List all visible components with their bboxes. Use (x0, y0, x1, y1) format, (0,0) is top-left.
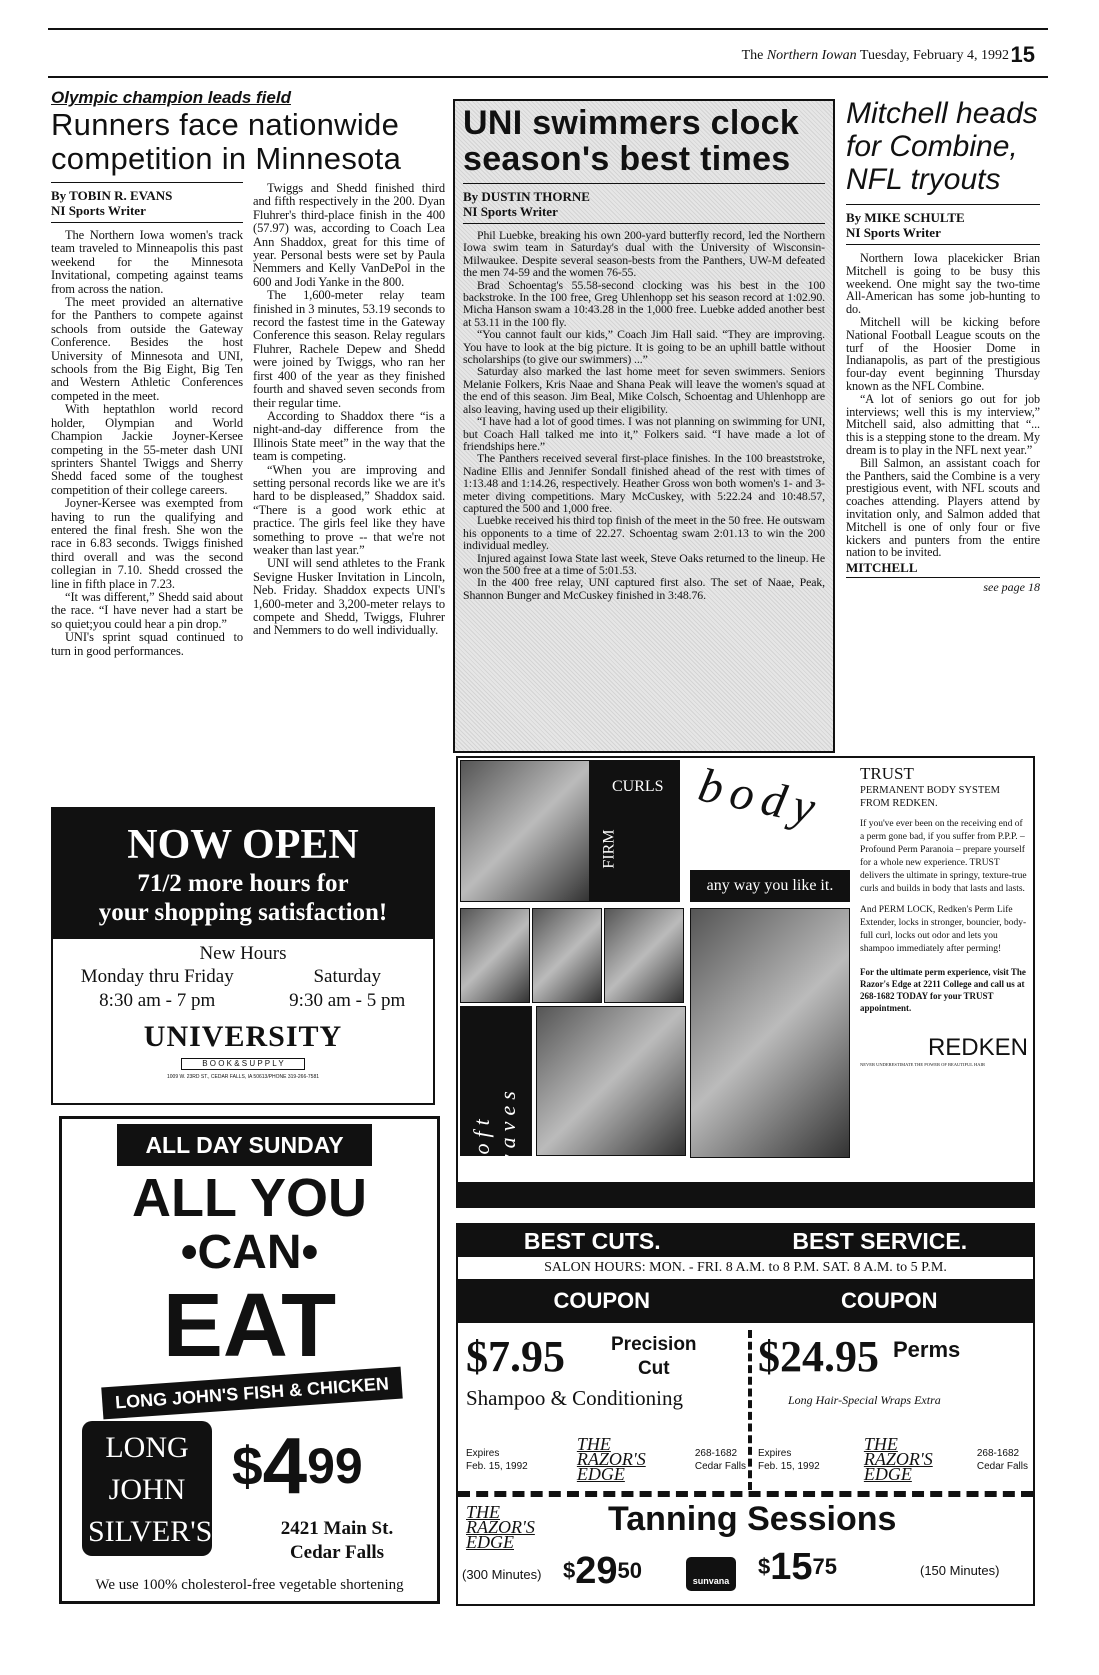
price-main: 4 (262, 1421, 308, 1510)
footer-text: We use 100% cholesterol-free vegetable shortening (95, 1577, 404, 1593)
coupon-desc: Long Hair-Special Wraps Extra (788, 1393, 941, 1407)
curls-block (590, 760, 680, 902)
paragraph: The Panthers received several first-place finishes. In the 100 breaststroke, Nadine Ellis and Jennifer Sondall finished ahead of the rest with times of 1:13.48 and 1:14.26, respectively. Heather Gross won both women's 1- and 3-meter diving competitions. Mary McCuskey, with 5:22.24 and 10:48.57, captured the 500 and 1,000 free. (463, 451, 825, 515)
logo-sub: B O O K & S U P P L Y (181, 1058, 305, 1070)
tanning-price-1 (563, 1549, 642, 1593)
ad-sub1: 71/2 more hours for (137, 870, 349, 897)
university-logo (53, 1021, 433, 1081)
page-number: 15 (1010, 42, 1035, 67)
price-cents: 99 (307, 1438, 363, 1494)
ljs-ad (59, 1116, 440, 1604)
issue-date: Tuesday, February 4, 1992 (859, 48, 1009, 63)
coupon-item: Cut (637, 1358, 670, 1379)
coupon-banner (458, 1279, 1033, 1323)
can-text: •CAN• (180, 1226, 319, 1279)
paragraph: “It was different,” Shedd said about the race. “I have never had a start be so quiet;you could hear a pin drop.” (51, 589, 243, 631)
swim-article (453, 99, 835, 753)
price-dollar: $ (232, 1435, 263, 1497)
logo-the: THE (576, 1434, 611, 1454)
ad-title: NOW OPEN (127, 822, 359, 868)
body-word: body (693, 758, 828, 837)
header-rule (48, 76, 1048, 78)
expires-label: Expires (758, 1447, 792, 1459)
jump-link[interactable]: see page 18 (983, 580, 1040, 595)
copy-paragraph-3: For the ultimate perm experience, visit The Razor's Edge at 2211 College and call us at 268-1682 TODAY for your TRUST appointment. (860, 967, 1026, 1013)
redken-slogan: NEVER UNDERESTIMATE THE POWER OF BEAUTIFUL HAIR (860, 1062, 985, 1067)
model-photo-4 (604, 908, 684, 1003)
tagline: any way you like it. (690, 870, 850, 902)
paragraph: The Northern Iowa women's track team traveled to Minneapolis this past weekend for the Minnesota Invitational, competing against teams from across the nation. (51, 228, 243, 296)
author: By DUSTIN THORNE (463, 189, 590, 204)
ad-sub2: your shopping satisfaction! (98, 899, 388, 926)
weekday-hours: 8:30 am - 7 pm (99, 990, 216, 1011)
coupon-desc: Shampoo & Conditioning (466, 1386, 684, 1410)
salon-hours: SALON HOURS: MON. - FRI. 8 A.M. to 8 P.M. SAT. 8 A.M. to 5 P.M. (544, 1260, 947, 1275)
model-photo-5 (536, 1006, 686, 1156)
model-photo-3 (532, 908, 602, 1003)
tanning-price-2 (758, 1545, 837, 1589)
paragraph: Mitchell will be kicking before National Football League scouts on the turf of the Hoosier Dome in Indianapolis, as part of the prestigious four-day event beginning Thursday known as the NFL Combine. (846, 314, 1040, 393)
tanning-title: Tanning Sessions (608, 1500, 897, 1538)
paragraph: Injured against Iowa State last week, Steve Oaks returned to the lineup. He won the 500 free at a time of 5:01.53. (463, 550, 825, 577)
saturday-label: Saturday (313, 966, 381, 987)
coupon-price: $7.95 (466, 1332, 565, 1381)
price: 29 (575, 1550, 618, 1592)
address: 1009 W. 23RD ST., CEDAR FALLS, IA 50613/PHONE 319-266-7581 (166, 1074, 320, 1080)
coupon-footer (466, 1434, 746, 1484)
paragraph: UNI will send athletes to the Frank Sevigne Husker Invitation in Lincoln, Neb. Friday. Shaddox expects UNI's 1,600-meter and 3,200-meter relays to compete and Shedd, Twiggs, Fluhrer and Nemmers to do well individually. (253, 556, 445, 638)
paragraph: Phil Luebke, breaking his own 200-yard butterfly record, led the Northern Iowa swim team in Saturday's dual with the University of Wisconsin-Milwaukee. Despite several season-bests from the Panthers, UW-M defeated the men 74-59 and the women 76-55. (463, 228, 825, 280)
paragraph: With heptathlon world record holder, Olympian and World Champion Jackie Joyner-Kersee competing in the 55-meter dash UNI sprinters Shantel Twiggs and Sherry Shedd faced some of the toughest competition of their college careers. (51, 402, 243, 497)
ad-bottom-bar (458, 1182, 1033, 1206)
paragraph: Luebke received his third top finish of the meet in the 50 free. He outswam his opponents to a time of 22.27. Schoentag swam 2:01.13 to win the 200 individual medley. (463, 513, 825, 553)
kicker: Olympic champion leads field (51, 88, 291, 107)
paragraph: According to Shaddox there “is a night-and-day difference from the Illinois State meet” in the way that the team is competing. (253, 408, 445, 464)
city: Cedar Falls (694, 1460, 746, 1472)
paragraph: “You cannot fault our kids,” Coach Jim Hall said. “They are improving. You have to look at the big picture. It is going to be an uphill battle without scholarships (to give our swimmers) ...” (463, 327, 825, 367)
eat-text: EAT (162, 1276, 337, 1376)
logo-the: THE (466, 1502, 501, 1522)
paragraph: Twiggs and Shedd finished third and fifth respectively in the 200. Dyan Fluhrer's third-place finish in the 400 (57.97) was, according to Coach Lea Ann Shaddox, great for this time of year. Personal bests were set by Paula Nemmers and Kelly VanDePol in the 600 and Jodi Yanke in the 800. (253, 181, 445, 289)
dollar: $ (563, 1558, 576, 1583)
byline (463, 183, 825, 224)
copy-paragraph-2: And PERM LOCK, Redken's Perm Life Extender, locks in stronger, bouncier, body-full curl, locks out odor and lets you shampoo immediately after perming! (860, 905, 1027, 954)
article-body-col2 (253, 182, 445, 658)
soft-waves-block (460, 1006, 532, 1169)
price: 15 (770, 1546, 813, 1588)
coupon-footer (758, 1434, 1028, 1484)
phone: 268-1682 (976, 1447, 1020, 1459)
paragraph: Joyner-Kersee was exempted from having to run the qualifying and entered the final fresh. She won the race in 6.83 seconds. Twiggs finished third overall and was the second collegian in 7.10. Shedd crossed the line in fifth place in 7.23. (51, 496, 243, 591)
coupon-cut[interactable] (466, 1331, 746, 1411)
jump-label: MITCHELL (846, 559, 1040, 578)
best-cuts: BEST CUTS. (523, 1228, 661, 1254)
ljs-logo: LONG JOHN SILVER'S (82, 1421, 212, 1556)
new-hours: New Hours (199, 943, 287, 964)
byline (846, 204, 1040, 245)
all-day-sunday-banner: ALL DAY SUNDAY (117, 1124, 372, 1166)
coupon-item: Precision (611, 1334, 697, 1355)
author: By TOBIN R. EVANS (51, 188, 173, 203)
address (252, 1517, 422, 1565)
dollar: $ (758, 1554, 771, 1579)
coupon-label: COUPON (840, 1288, 938, 1313)
best-service: BEST SERVICE. (792, 1228, 968, 1254)
headline: UNI swimmers clock season's best times (463, 104, 800, 178)
model-photo-6 (690, 908, 850, 1158)
model-photo-1 (460, 760, 590, 902)
logo-edge: EDGE (863, 1464, 912, 1484)
paragraph: The meet provided an alternative for the Panthers to compete against schools from outside the Gateway Conference. Besides the host University of Minnesota and UNI, schools from the Big Eight, Big Ten and Western Athletic Conferences competed in the meet. (51, 295, 243, 403)
author-role: NI Sports Writer (51, 203, 146, 218)
razors-edge-ad (456, 1223, 1035, 1606)
paper-name: Northern Iowan (766, 48, 857, 63)
logo-the: THE (863, 1434, 898, 1454)
redken-copy (860, 764, 1028, 1068)
model-photo-2 (460, 908, 530, 1003)
trust-title: TRUST (860, 764, 914, 783)
expires-date: Feb. 15, 1992 (758, 1460, 820, 1472)
coupon-item: Perms (893, 1337, 961, 1362)
paragraph: Brad Schoentag's 55.58-second clocking was his best in the 100 backstroke. In the 100 free, Greg Uhlenhopp set his season record at 1:02.90. Micha Hanson swam a 10:43.28 in the 1,000 free. Luebke added another best at 53.11 in the 100 fly. (463, 277, 825, 329)
paragraph: “I have had a lot of good times. I was not planning on swimming for UNI, but Coach Hall talked me into it,” Folkers said. “I have made a lot of friendships here.” (463, 414, 825, 453)
author: By MIKE SCHULTE (846, 210, 965, 225)
razors-edge-logo (576, 1434, 646, 1484)
firm-word: FIRM (600, 829, 618, 869)
top-rule (48, 28, 1048, 30)
razors-edge-logo (466, 1502, 535, 1552)
weekday-label: Monday thru Friday (80, 966, 234, 987)
copy-paragraph-1: If you've ever been on the receiving end of a perm gone bad, if you suffer from P.P.P. – Profound Perm Paranoia – prepare yourself for a whole new experience. TRUST delivers the ultimate in springy, texture-true curls and builds in body that lasts and lasts. (860, 819, 1027, 894)
all-you-text: ALL YOU (131, 1168, 368, 1228)
paragraph: Northern Iowa placekicker Brian Mitchell is going to be busy this weekend. One might say the two-time All-American has some job-hunting to do. (846, 251, 1040, 317)
phone: 268-1682 (694, 1447, 738, 1459)
trust-subtitle: PERMANENT BODY SYSTEM FROM REDKEN. (860, 785, 1001, 809)
address-line2: Cedar Falls (289, 1542, 385, 1563)
headline: Mitchell heads for Combine, NFL tryouts (846, 97, 1038, 196)
logo-edge: EDGE (466, 1532, 514, 1552)
article-body-col1 (51, 229, 243, 658)
sunvana-logo: sunvana (686, 1557, 736, 1591)
logo-edge: EDGE (576, 1464, 625, 1484)
coupon-price: $24.95 (758, 1332, 879, 1381)
headline: Runners face nationwide competition in Minnesota (51, 107, 402, 176)
paragraph: The 1,600-meter relay team finished in 3 minutes, 53.19 seconds to record the fastest time in the Gateway Conference this season. Relay regulars Fluhrer, Rachele Depew and Shedd were joined by Twiggs, who ran her first 400 of the year as they finished fourth and shaved seven seconds from their regular time. (253, 288, 445, 410)
paragraph: Saturday also marked the last home meet for seven swimmers. Seniors Melanie Folkers, Kris Naae and Shana Peak will leave the women's squad at the end of this season. Jim Beal, Mike Colsch, Schoentag and Uhlenhopp are also leaving, having used up their eligibility. (463, 364, 825, 416)
redken-ad (456, 756, 1035, 1208)
soft-waves-word: soft waves (469, 1085, 520, 1169)
expires-date: Feb. 15, 1992 (466, 1460, 528, 1472)
masthead-prefix: The (741, 48, 764, 63)
razors-edge-logo (863, 1434, 933, 1484)
logo-text: UNIVERSITY (143, 1020, 343, 1053)
fish-chicken-ribbon: LONG JOHN'S FISH & CHICKEN (101, 1367, 403, 1420)
cents: 50 (617, 1558, 643, 1583)
best-banner (458, 1225, 1033, 1257)
coupon-cut-line (458, 1491, 1033, 1497)
author-role: NI Sports Writer (463, 204, 558, 219)
address-line1: 2421 Main St. (280, 1518, 394, 1539)
paragraph: “When you are improving and setting personal records like we are it's hard to be displeased,” Shaddox said. “There is a good work ethic at practice. The girls feel like they have something to prove -- that we're not weaker than last year.” (253, 462, 445, 557)
redken-logo: REDKEN (927, 1034, 1028, 1061)
tanning-duration-2: (150 Minutes) (920, 1563, 1000, 1578)
article-body (846, 252, 1040, 559)
paragraph: Bill Salmon, an assistant coach for the Panthers, said the Combine is a very prestigious event, with NFL scouts and coaches attending. Players attend by invitation only, and Salmon added that Mitchell is one of only four or five kickers and punters from the entire nation to be invited. (846, 455, 1040, 560)
price (232, 1421, 363, 1511)
author-role: NI Sports Writer (846, 225, 941, 240)
ad-header (53, 809, 433, 939)
logo-razors: RAZOR'S (466, 1517, 535, 1537)
coupon-label: COUPON (553, 1288, 651, 1313)
coupon-divider (748, 1330, 752, 1490)
expires-label: Expires (466, 1447, 500, 1459)
saturday-hours: 9:30 am - 5 pm (289, 990, 406, 1011)
bookstore-ad (51, 807, 435, 1105)
paragraph: UNI's sprint squad continued to turn in good performances. (51, 630, 243, 658)
logo-razors: RAZOR'S (863, 1449, 933, 1469)
city: Cedar Falls (976, 1460, 1028, 1472)
paragraph: “A lot of seniors go out for job interviews; well this is my interview,” Mitchell said, also admitting that “... this is a stepping stone to the dream. My dream is to play in the NFL next year.” (846, 391, 1040, 457)
paragraph: In the 400 free relay, UNI captured first also. The set of Naae, Peak, Shannon Bunger and McCuskey finished in 3:48.76. (463, 575, 825, 602)
tanning-duration-1: (300 Minutes) (462, 1567, 542, 1582)
masthead (742, 48, 1009, 64)
runners-article (51, 88, 445, 658)
byline (51, 182, 243, 223)
cents: 75 (812, 1554, 838, 1579)
coupon-perm[interactable] (758, 1331, 1028, 1408)
article-body (463, 229, 825, 601)
logo-razors: RAZOR'S (576, 1449, 646, 1469)
mitchell-article (846, 97, 1040, 594)
curls-word: CURLS (612, 778, 664, 795)
